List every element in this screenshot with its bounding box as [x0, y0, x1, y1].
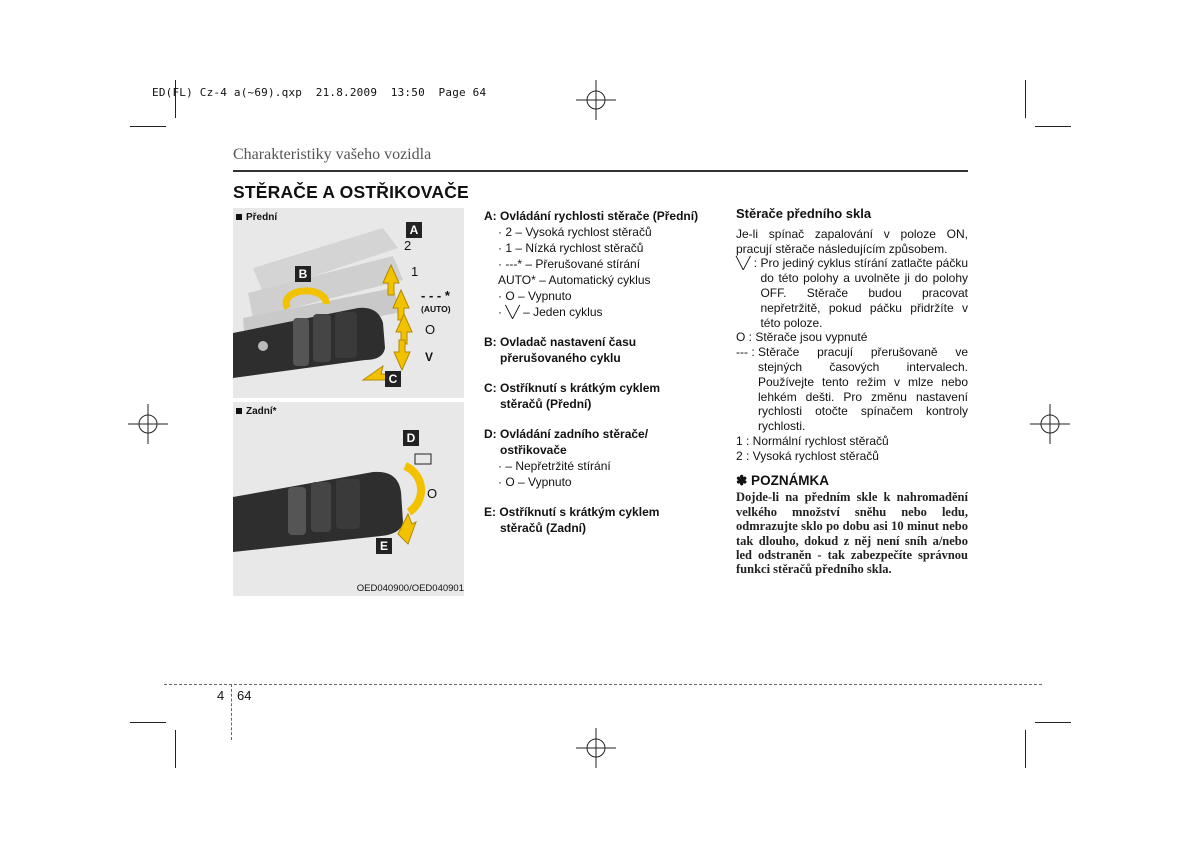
front-wiper-stalk-illustration — [233, 208, 464, 398]
front-wiper-figure — [233, 208, 464, 398]
crop-mark — [130, 722, 166, 723]
position-single-label: V — [425, 350, 434, 364]
legend-a-item: · 2 – Vysoká rychlost stěračů — [498, 225, 652, 239]
crop-mark — [130, 126, 166, 127]
position-int-label: - - - * — [421, 288, 450, 303]
crop-mark — [1035, 722, 1071, 723]
legend-e-title: E: Ostříknutí s krátkým cyklem stěračů (Zadní) — [484, 505, 660, 535]
header-rule — [233, 170, 968, 172]
legend-c-title: C: Ostříknutí s krátkým cyklem stěračů (Přední) — [484, 381, 661, 411]
legend-a-item: · O – Vypnuto — [498, 289, 572, 303]
legend-d-item: · – Nepřetržité stírání — [498, 459, 611, 473]
legend-a-item: · 1 – Nízká rychlost stěračů — [498, 241, 644, 255]
note-text: Dojde-li na předním skle k nahromadění velkého množství sněhu nebo ledu, odmrazujte sklo po dobu asi 10 minut nebo tak dlouho, dokud z něj není sníh a/nebo led odstraněn - tak zabezpečíte správnou funkci stěračů předního skla. — [736, 490, 968, 577]
rear-wiper-figure — [233, 402, 464, 596]
control-legend — [484, 208, 724, 550]
position-off-label: O — [425, 322, 436, 337]
intro-paragraph: Je-li spínač zapalování v poloze ON, pracují stěrače následujícím způsobem. — [736, 226, 968, 256]
registration-mark-icon — [128, 404, 168, 444]
legend-d-item: · O – Vypnuto — [498, 475, 572, 489]
high-speed-entry: 2 : Vysoká rychlost stěračů — [736, 448, 879, 463]
callout-a: A — [406, 222, 422, 238]
single-cycle-entry: ╲╱ : Pro jediný cyklus stírání zatlačte páčku do této polohy a uvolněte ji do polohy OFF. Stěrače budou pracovat nepřetržitě, pokud páčku přidržíte v této poloze. — [736, 256, 968, 330]
rear-off-label: O — [427, 486, 438, 501]
callout-d: D — [403, 430, 419, 446]
crop-mark — [175, 730, 176, 768]
section-heading: Stěrače předního skla — [736, 206, 872, 221]
legend-a-title: A: Ovládání rychlosti stěrače (Přední) — [484, 209, 699, 223]
legend-a-item: · ╲╱ – Jeden cyklus — [498, 305, 603, 319]
chapter-number: 4 — [217, 688, 225, 703]
figure-label: Zadní* — [236, 406, 277, 417]
position-2-label: 2 — [404, 238, 412, 253]
legend-a-item: AUTO* – Automatický cyklus — [498, 273, 651, 287]
callout-b: B — [295, 266, 311, 282]
page-title: STĚRAČE A OSTŘIKOVAČE — [233, 182, 469, 202]
crop-mark — [1025, 80, 1026, 118]
position-1-label: 1 — [411, 264, 419, 279]
figure-label: Přední — [236, 212, 277, 223]
legend-d-title: D: Ovládání zadního stěrače/ ostřikovače — [484, 427, 649, 457]
footer-divider — [231, 684, 232, 740]
off-entry: O : Stěrače jsou vypnuté — [736, 330, 868, 345]
callout-c: C — [385, 371, 401, 387]
section-title: Charakteristiky vašeho vozidla — [233, 146, 432, 163]
front-wiper-description — [736, 207, 968, 577]
crop-mark — [1035, 126, 1071, 127]
intermittent-entry: --- : Stěrače pracují přerušovaně ve stejných časových intervalech. Používejte tento režim v mlze nebo lehkém dešti. Pro změnu nastavení rychlosti otočte spínačem kontroly rychlosti. — [736, 345, 968, 434]
legend-a-item: · ---* – Přerušované stírání — [498, 257, 641, 271]
legend-b-title: B: Ovladač nastavení času přerušovaného cyklu — [484, 335, 637, 365]
crop-mark — [1025, 730, 1026, 768]
note-title: ✽ POZNÁMKA — [736, 472, 830, 488]
figure-code: OED040900/OED040901 — [356, 583, 464, 594]
registration-mark-icon — [576, 80, 616, 120]
page-number: 64 — [237, 688, 252, 703]
footer-rule — [164, 684, 1042, 685]
print-header: ED(FL) Cz-4 a(~69).qxp 21.8.2009 13:50 Page 64 — [152, 86, 487, 99]
callout-e: E — [376, 538, 392, 554]
low-speed-entry: 1 : Normální rychlost stěračů — [736, 433, 889, 448]
registration-mark-icon — [1030, 404, 1070, 444]
position-auto-label: (AUTO) — [421, 304, 451, 314]
registration-mark-icon — [576, 728, 616, 768]
